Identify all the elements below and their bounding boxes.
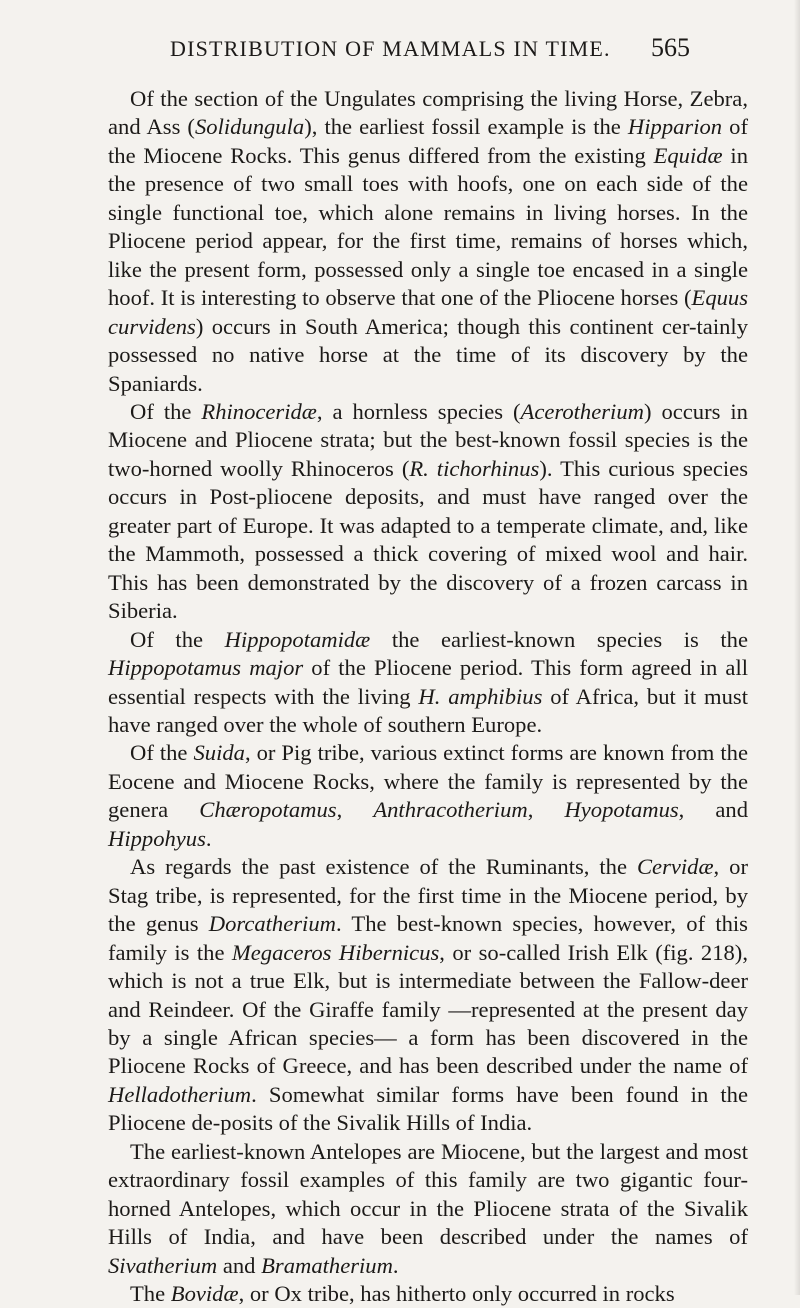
paragraph-rhinoceros: Of the Rhinoceridæ, a hornless species (Acerotherium) occurs in Miocene and Pliocene strata; but the best-known fossil species is the two-horned woolly Rhinoceros (R. tichorhinus). This curious species occurs in Post-pliocene deposits, and must have ranged over the greater part of Europe. It was adapted to a temperate climate, and, like the Mammoth, possessed a thick covering of mixed wool and hair. This has been demonstrated by the discovery of a frozen carcass in Siberia. <box>108 398 748 624</box>
page-number: 565 <box>651 33 690 62</box>
taxon-name: Hippopotamidæ <box>224 626 371 652</box>
taxon-name: Sivatherium <box>108 1252 218 1278</box>
paragraph-suida: Of the Suida, or Pig tribe, various extinct forms are known from the Eocene and Miocene Rocks, where the family is represented by the genera Chæropotamus, Anthracotherium, Hyopotamus, and Hippohyus. <box>108 740 749 851</box>
paragraph-antelopes: The earliest-known Antelopes are Miocene, but the largest and most extraordinary fossil examples of this family are two gigantic four-horned Antelopes, which occur in the Pliocene strata of the Sivalik Hills of India, and have been described under the names of Sivatherium and Bramatherium. <box>108 1138 748 1278</box>
taxon-name: Megaceros Hibernicus <box>231 939 440 965</box>
taxon-name: Rhinoceridæ <box>201 398 317 424</box>
running-title: DISTRIBUTION OF MAMMALS IN TIME. <box>170 36 611 61</box>
paragraph-ungulates-horses: Of the section of the Ungulates comprising the living Horse, Zebra, and Ass (Solidungula), the earliest fossil example is the Hipparion of the Miocene Rocks. This genus differed from the existing Equidæ in the presence of two small toes with hoofs, one on each side of the single functional toe, which alone remains in living horses. In the Pliocene period appear, for the first time, remains of horses which, like the present form, possessed only a single toe encased in a single hoof. It is interesting to observe that one of the Pliocene horses (Equus curvidens) occurs in South America; though this continent cer-tainly possessed no native horse at the time of its discovery by the Spaniards. <box>108 86 748 396</box>
page-edge-shadow <box>794 0 800 1295</box>
body-text <box>108 85 748 1308</box>
taxon-name: Hipparion <box>627 114 723 140</box>
taxon-name: Hippopotamus major <box>108 655 304 681</box>
page-header <box>108 30 748 70</box>
taxon-name: Acerotherium <box>520 398 644 424</box>
taxon-name: R. tichorhinus <box>409 455 540 481</box>
taxon-name: H. amphibius <box>418 683 543 709</box>
taxon-name: Hippohyus <box>108 825 206 851</box>
taxon-name: Bramatherium <box>261 1252 393 1278</box>
taxon-name: Bovidæ <box>170 1281 239 1307</box>
taxon-name: Equidæ <box>653 142 723 168</box>
paragraph-ruminants: As regards the past existence of the Ruminants, the Cervidæ, or Stag tribe, is represented, for the first time in the Miocene period, by the genus Dorcatherium. The best-known species, however, of this family is the Megaceros Hibernicus, or so-called Irish Elk (fig. 218), which is not a true Elk, but is intermediate between the Fallow-deer and Reindeer. Of the Giraffe family —represented at the present day by a single African species— a form has been discovered in the Pliocene Rocks of Greece, and has been described under the name of Helladotherium. Somewhat similar forms have been found in the Pliocene de-posits of the Sivalik Hills of India. <box>108 854 748 1136</box>
taxon-name: Anthracotherium <box>373 797 528 823</box>
taxon-name: Equus curvidens <box>108 285 748 339</box>
taxon-name: Hyopotamus <box>564 797 679 823</box>
taxon-name: Solidungula <box>194 114 305 140</box>
taxon-name: Dorcatherium <box>208 911 336 937</box>
taxon-name: Cervidæ <box>636 854 714 880</box>
paragraph-hippopotamus: Of the Hippopotamidæ the earliest-known species is the Hippopotamus major of the Pliocene period. This form agreed in all essential respects with the living H. amphibius of Africa, but it must have ranged over the whole of southern Europe. <box>108 626 748 737</box>
paragraph-bovidae: The Bovidæ, or Ox tribe, has hitherto only occurred in rocks <box>130 1281 675 1307</box>
taxon-name: Suida <box>193 740 245 766</box>
taxon-name: Chæropotamus <box>199 797 337 823</box>
taxon-name: Helladotherium <box>108 1081 252 1107</box>
